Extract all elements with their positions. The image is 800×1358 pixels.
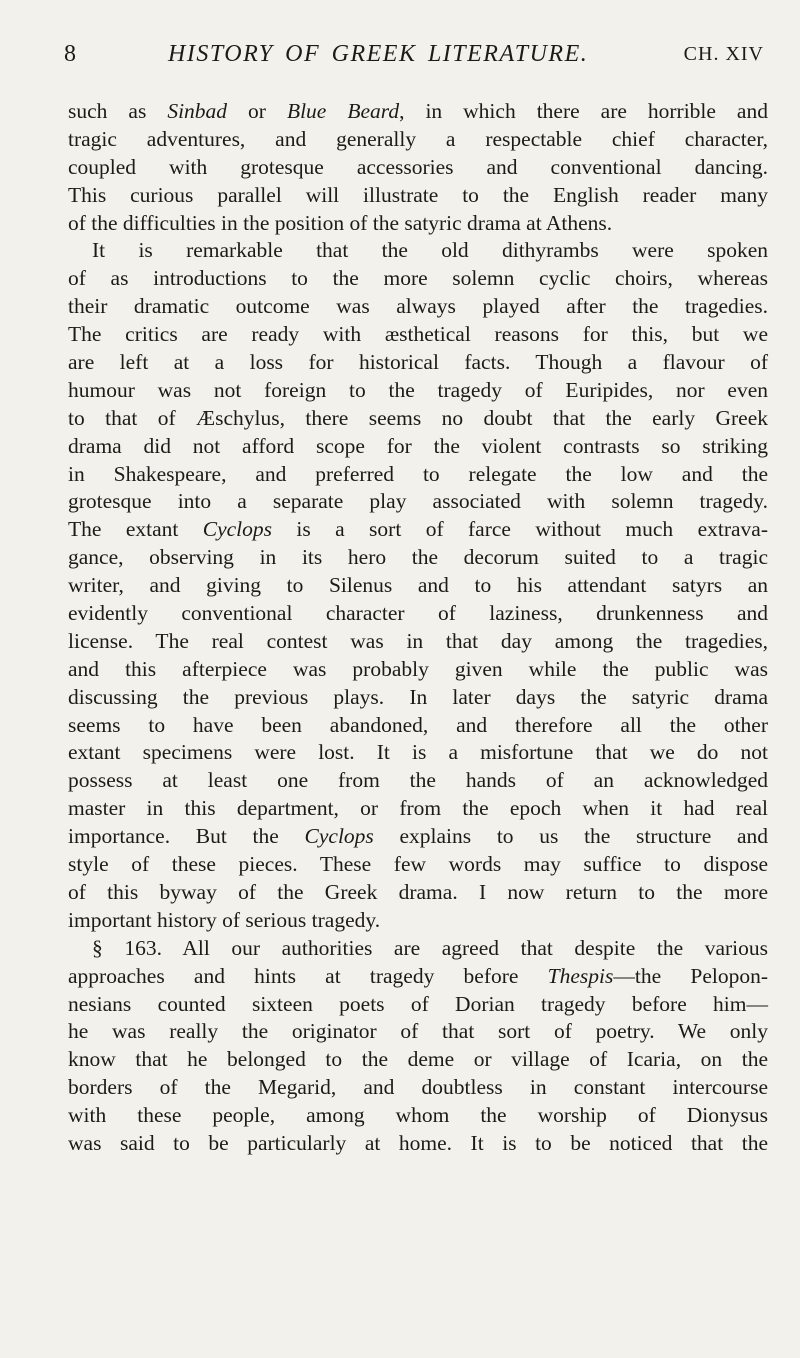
text-line: possess at least one from the hands of an acknowledged bbox=[68, 768, 768, 793]
text-line: drama did not afford scope for the violent contrasts so striking bbox=[68, 433, 768, 458]
italic-title: Thespis bbox=[547, 963, 614, 988]
text-line: and this afterpiece was probably given while the public was bbox=[68, 656, 768, 681]
text-line: of the difficulties in the position of the satyric drama at Athens. bbox=[68, 210, 613, 235]
text-line: tragic adventures, and generally a respectable chief character, bbox=[68, 126, 768, 151]
text-line: in Shakespeare, and preferred to relegate the low and the bbox=[68, 461, 768, 486]
text-line: license. The real contest was in that day among the tragedies, bbox=[68, 628, 768, 653]
text-line: borders of the Megarid, and doubtless in constant intercourse bbox=[68, 1075, 768, 1100]
text-line: their dramatic outcome was always played after the tragedies. bbox=[68, 294, 768, 319]
text-line: This curious parallel will illustrate to the English reader many bbox=[68, 182, 768, 207]
text-line: master in this department, or from the epoch when it had real bbox=[68, 796, 768, 821]
running-head bbox=[64, 34, 764, 74]
italic-title: Cyclops bbox=[304, 824, 374, 849]
text-line: gance, observing in its hero the decorum suited to a tragic bbox=[68, 545, 768, 570]
text-line: are left at a loss for historical facts. Though a flavour of bbox=[68, 350, 768, 375]
text-line: to that of Æschylus, there seems no doubt that the early Greek bbox=[68, 405, 768, 430]
chapter-label: CH. XIV bbox=[683, 43, 764, 65]
text-line: he was really the originator of that sort of poetry. We only bbox=[68, 1019, 768, 1044]
italic-title: Sinbad bbox=[167, 99, 228, 123]
text-line: with these people, among whom the worship of Dionysus bbox=[68, 1103, 768, 1128]
text-line: importance. But the Cyclops explains to us the structure and bbox=[68, 824, 768, 849]
text-line: discussing the previous plays. In later days the satyric drama bbox=[68, 684, 768, 709]
paragraph-start-line: It is remarkable that the old dithyrambs were spoken bbox=[92, 238, 768, 263]
italic-title: Cyclops bbox=[202, 517, 273, 542]
text-line: important history of serious tragedy. bbox=[68, 907, 381, 932]
text-line: writer, and giving to Silenus and to his attendant satyrs an bbox=[68, 573, 768, 598]
text-line: evidently conventional character of laziness, drunkenness and bbox=[68, 601, 768, 626]
text-line: such as Sinbad or Blue Beard, in which there are horrible and bbox=[68, 99, 768, 123]
text-line: grotesque into a separate play associated with solemn tragedy. bbox=[68, 489, 768, 514]
text-line: approaches and hints at tragedy before Thespis—the Pelopon- bbox=[68, 963, 768, 988]
text-line: The critics are ready with æsthetical reasons for this, but we bbox=[68, 322, 768, 347]
text-line: know that he belonged to the deme or village of Icaria, on the bbox=[68, 1047, 768, 1072]
page-number: 8 bbox=[64, 41, 77, 67]
text-line: of this byway of the Greek drama. I now return to the more bbox=[68, 879, 768, 904]
text-line: was said to be particularly at home. It is to be noticed that the bbox=[68, 1130, 768, 1155]
body-text bbox=[68, 98, 768, 1158]
text-line: nesians counted sixteen poets of Dorian tragedy before him— bbox=[68, 991, 768, 1016]
text-line: of as introductions to the more solemn cyclic choirs, whereas bbox=[68, 266, 768, 291]
running-title: HISTORY OF GREEK LITERATURE. bbox=[168, 41, 589, 67]
text-line: The extant Cyclops is a sort of farce without much extrava- bbox=[68, 517, 768, 542]
text-line: seems to have been abandoned, and therefore all the other bbox=[68, 712, 768, 737]
section-start-line: § 163. All our authorities are agreed that despite the various bbox=[92, 935, 768, 960]
italic-title: Blue Beard bbox=[286, 99, 400, 123]
text-line: extant specimens were lost. It is a misfortune that we do not bbox=[68, 740, 768, 765]
text-line: humour was not foreign to the tragedy of Euripides, nor even bbox=[68, 377, 768, 402]
text-line: style of these pieces. These few words may suffice to dispose bbox=[68, 852, 768, 877]
text-line: coupled with grotesque accessories and conventional dancing. bbox=[68, 154, 768, 179]
